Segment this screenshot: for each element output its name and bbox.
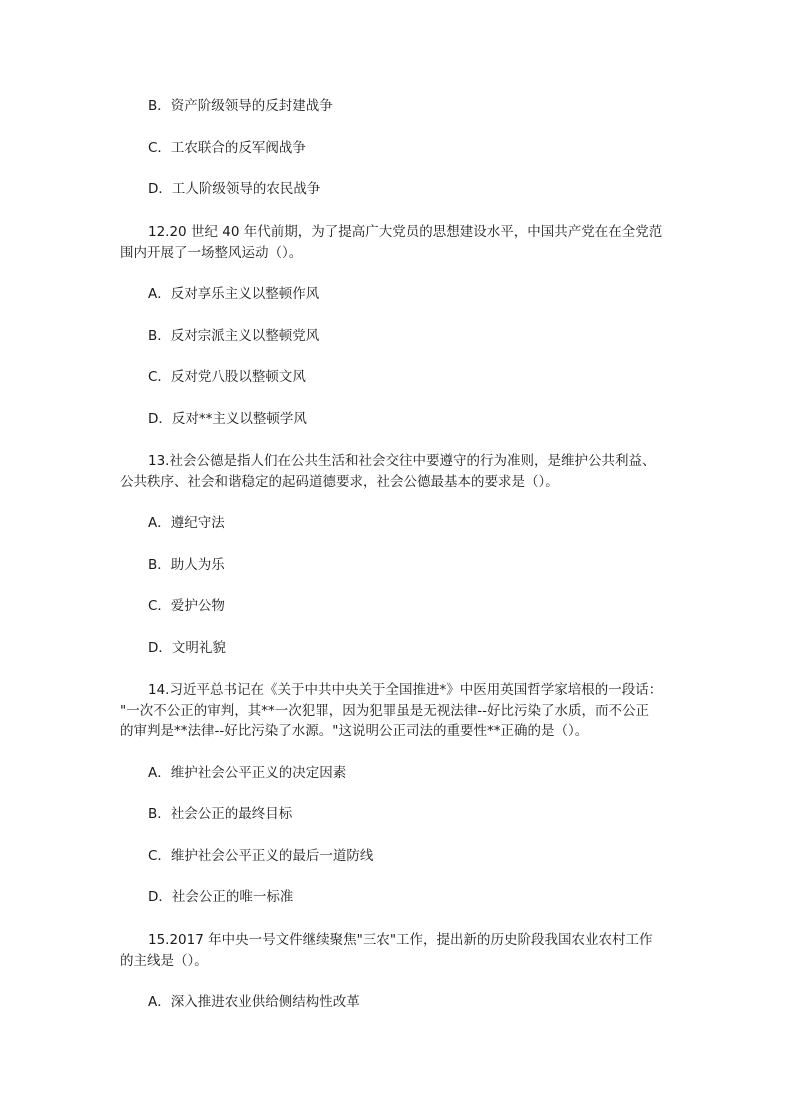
question-line: 15.2017 年中央一号文件继续聚焦"三农"工作，提出新的历史阶段我国农业农村工作 (148, 932, 653, 948)
question-line: 12.20 世纪 40 年代前期，为了提高广大党员的思想建设水平，中国共产党在在全党范 (148, 224, 663, 240)
option-line: A．维护社会公平正义的决定因素 (148, 765, 347, 781)
option-line: D．文明礼貌 (148, 640, 226, 656)
question-line: "一次不公正的审判，其**一次犯罪，因为犯罪虽是无视法律--好比污染了水质，而不公正 (120, 703, 649, 719)
question-line: 围内开展了一场整风运动（）。 (120, 245, 303, 261)
question-line: 13.社会公德是指人们在公共生活和社会交往中要遵守的行为准则，是维护公共利益、 (148, 453, 656, 469)
option-line: C．反对党八股以整顿文风 (148, 369, 306, 385)
option-line: C．工农联合的反军阀战争 (148, 140, 306, 156)
option-line: B．社会公正的最终目标 (148, 806, 293, 822)
option-line: D．工人阶级领导的农民战争 (148, 181, 321, 197)
question-line: 的主线是（）。 (120, 953, 208, 969)
option-line: B．助人为乐 (148, 557, 225, 573)
question-line: 14.习近平总书记在《关于中共中央关于全国推进*》中医用英国哲学家培根的一段话： (148, 682, 663, 698)
option-line: D．社会公正的唯一标准 (148, 889, 294, 905)
question-line: 的审判是**法律--好比污染了水源。"这说明公正司法的重要性**正确的是（）。 (120, 723, 589, 739)
option-line: D．反对**主义以整顿学风 (148, 411, 307, 427)
option-line: B．资产阶级领导的反封建战争 (148, 98, 333, 114)
option-line: C．爱护公物 (148, 598, 225, 614)
option-line: A．反对享乐主义以整顿作风 (148, 286, 320, 302)
question-line: 公共秩序、社会和谐稳定的起码道德要求，社会公德最基本的要求是（）。 (120, 474, 559, 490)
option-line: A．遵纪守法 (148, 515, 225, 531)
option-line: A．深入推进农业供给侧结构性改革 (148, 994, 360, 1010)
option-line: C．维护社会公平正义的最后一道防线 (148, 848, 374, 864)
option-line: B．反对宗派主义以整顿党风 (148, 328, 320, 344)
